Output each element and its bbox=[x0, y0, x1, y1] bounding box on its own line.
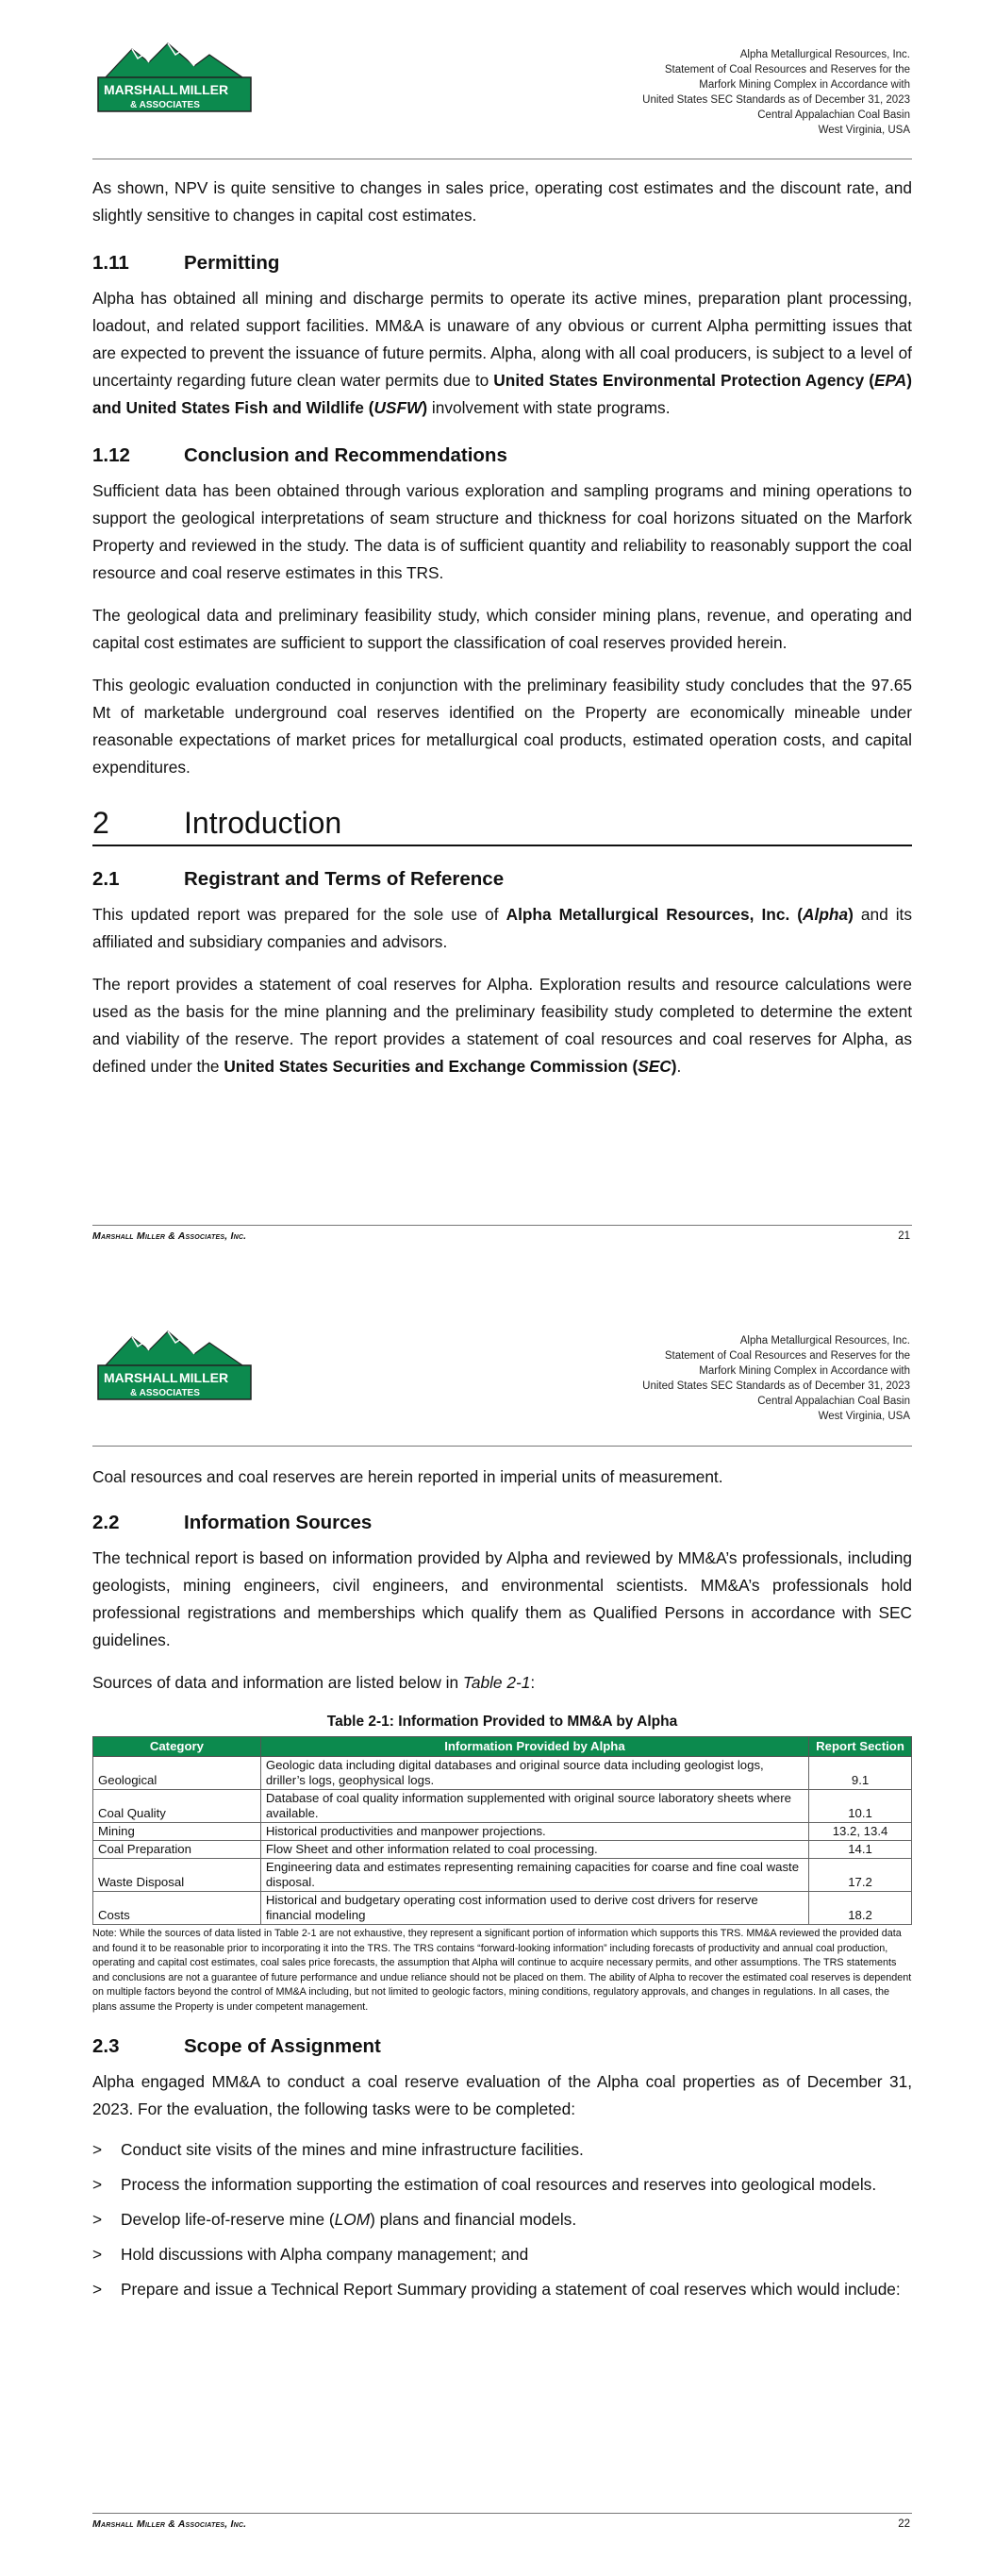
table-row bbox=[93, 1790, 912, 1823]
table-header-row bbox=[93, 1737, 912, 1757]
footer-firm: Marshall Miller & Associates, Inc. bbox=[92, 1230, 247, 1242]
bullet-icon: > bbox=[92, 2174, 103, 2194]
list-item: > Hold discussions with Alpha company management; and bbox=[92, 2241, 912, 2268]
footer-divider bbox=[92, 2513, 912, 2514]
table-cell: Mining bbox=[93, 1823, 261, 1841]
bullet-icon: > bbox=[92, 2209, 103, 2229]
footer-divider bbox=[92, 1225, 912, 1226]
scope-paragraph: Alpha engaged MM&A to conduct a coal reserve evaluation of the Alpha coal properties as of December 31, 2023. For the evaluation, the following tasks were to be completed: bbox=[92, 2071, 912, 2118]
section-heading: 1.12 Conclusion and Recommendations bbox=[92, 444, 507, 466]
column-header: Report Section bbox=[809, 1737, 912, 1757]
table-cell: Historical productivities and manpower projections. bbox=[260, 1823, 808, 1841]
page-number: 21 bbox=[898, 1230, 910, 1242]
task-list bbox=[92, 2136, 912, 2303]
table-cell: Database of coal quality information supplemented with original source laboratory sheets where available. bbox=[260, 1790, 808, 1823]
page-number: 22 bbox=[898, 2518, 910, 2530]
marshall-miller-logo bbox=[94, 1330, 255, 1401]
svg-text:MARSHALL: MARSHALL bbox=[104, 82, 178, 97]
header-line: Marfork Mining Complex in Accordance with bbox=[699, 1365, 910, 1377]
table-caption: Table 2-1: Information Provided to MM&A by Alpha bbox=[326, 1714, 678, 1730]
registrant-paragraph: This updated report was prepared for the sole use of Alpha Metallurgical Resources, Inc. (Alpha) and its affiliated and subsidiary companies and advisors. bbox=[92, 905, 912, 951]
table-cell: Geologic data including digital databases and original source data including geologist logs, driller’s logs, geophysical logs. bbox=[260, 1757, 808, 1790]
header-line: United States SEC Standards as of December 31, 2023 bbox=[642, 94, 910, 106]
table-cell: Costs bbox=[93, 1892, 261, 1925]
table-row bbox=[93, 1823, 912, 1841]
bullet-icon: > bbox=[92, 2139, 103, 2159]
table-cell: Waste Disposal bbox=[93, 1859, 261, 1892]
header-company: Alpha Metallurgical Resources, Inc. bbox=[739, 1335, 910, 1347]
marshall-miller-logo bbox=[94, 42, 255, 113]
table-row bbox=[93, 1892, 912, 1925]
svg-text:MILLER: MILLER bbox=[179, 82, 229, 97]
table-row bbox=[93, 1841, 912, 1859]
bullet-icon: > bbox=[92, 2244, 103, 2264]
table-cell: 10.1 bbox=[809, 1790, 912, 1823]
section-heading: 2.3 Scope of Assignment bbox=[92, 2034, 381, 2057]
list-item: > Prepare and issue a Technical Report Summary providing a statement of coal reserves which would include: bbox=[92, 2276, 912, 2303]
intro-paragraph: Coal resources and coal reserves are herein reported in imperial units of measurement. bbox=[92, 1467, 723, 1486]
section-heading: 2.1 Registrant and Terms of Reference bbox=[92, 868, 505, 890]
column-header: Information Provided by Alpha bbox=[260, 1737, 808, 1757]
list-item: > Conduct site visits of the mines and mine infrastructure facilities. bbox=[92, 2136, 912, 2164]
information-table bbox=[92, 1736, 912, 1925]
registrant-paragraph: The report provides a statement of coal reserves for Alpha. Exploration results and resource calculations were used as the basis for the mine planning and the preliminary feasibility study completed to determine the extent and viability of the reserve. The report provides a statement of coal resources and coal reserves for Alpha, as defined under the United States Securities and Exchange Commission (SEC). bbox=[92, 975, 912, 1076]
footer-firm: Marshall Miller & Associates, Inc. bbox=[92, 2518, 247, 2530]
header-line: Statement of Coal Resources and Reserves for the bbox=[664, 64, 910, 75]
table-cell: Historical and budgetary operating cost information used to derive cost drivers for reserve financial modeling bbox=[260, 1892, 808, 1925]
table-cell: Coal Preparation bbox=[93, 1841, 261, 1859]
header-line: West Virginia, USA bbox=[818, 125, 910, 136]
table-cell: 17.2 bbox=[809, 1859, 912, 1892]
table-row bbox=[93, 1757, 912, 1790]
page-22 bbox=[0, 1288, 995, 2576]
svg-text:& ASSOCIATES: & ASSOCIATES bbox=[130, 100, 200, 110]
column-header: Category bbox=[93, 1737, 261, 1757]
intro-paragraph: As shown, NPV is quite sensitive to changes in sales price, operating cost estimates and the discount rate, and slightly sensitive to changes in capital cost estimates. bbox=[92, 178, 912, 225]
header-line: United States SEC Standards as of December 31, 2023 bbox=[642, 1380, 910, 1392]
table-note: Note: While the sources of data listed in Table 2-1 are not exhaustive, they represent a significant portion of information which supports this TRS. MM&A reviewed the provided data and found it to be reasonable prior to incorporating it into the TRS. The TRS contains “forward-looking information” including forecasts of productivity and annual coal production, operating and capital cost estimates, coal sales price forecasts, the assumption that Alpha will continue to acquire necessary permits, and other assumptions. The TRS statements and conclusions are not a guarantee of future performance and undue reliance should not be placed on them. The ability of Alpha to recover the estimated coal reserves is dependent on multiple factors beyond the control of MM&A including, but not limited to geologic factors, mining conditions, regulatory approvals, and changes in regulations. In all cases, the plans assume the Property is under competent management. bbox=[92, 1928, 912, 2013]
sources-paragraph: The technical report is based on information provided by Alpha and reviewed by MM&A’s professionals, including geologists, mining engineers, civil engineers, and environmental scientists. MM&A’s professionals hold professional registrations and memberships which qualify them as Qualified Persons in accordance with SEC guidelines. bbox=[92, 1548, 912, 1649]
table-cell: 13.2, 13.4 bbox=[809, 1823, 912, 1841]
conclusion-paragraph: This geologic evaluation conducted in conjunction with the preliminary feasibility study concludes that the 97.65 Mt of marketable underground coal reserves identified on the Property are economically mineable under reasonable expectations of market prices for metallurgical coal products, estimated operation costs, and capital expenditures. bbox=[92, 676, 912, 777]
svg-text:MARSHALL: MARSHALL bbox=[104, 1370, 178, 1385]
section-heading: 1.11 Permitting bbox=[92, 252, 280, 274]
header-line: Statement of Coal Resources and Reserves for the bbox=[664, 1350, 910, 1362]
list-item: > Develop life-of-reserve mine (LOM) plans and financial models. bbox=[92, 2206, 912, 2233]
table-cell: Flow Sheet and other information related to coal processing. bbox=[260, 1841, 808, 1859]
table-cell: Engineering data and estimates representing remaining capacities for coarse and fine coal waste disposal. bbox=[260, 1859, 808, 1892]
list-item: > Process the information supporting the estimation of coal resources and reserves into geological models. bbox=[92, 2171, 912, 2199]
table-cell: 14.1 bbox=[809, 1841, 912, 1859]
header-company: Alpha Metallurgical Resources, Inc. bbox=[739, 49, 910, 60]
table-row bbox=[93, 1859, 912, 1892]
header-divider bbox=[92, 1446, 912, 1447]
page-header bbox=[642, 1333, 910, 1424]
conclusion-paragraph: The geological data and preliminary feasibility study, which consider mining plans, revenue, and operating and capital cost estimates are sufficient to support the classification of coal reserves provided herein. bbox=[92, 606, 912, 652]
page-header bbox=[642, 47, 910, 138]
svg-text:MILLER: MILLER bbox=[179, 1370, 229, 1385]
header-line: Marfork Mining Complex in Accordance with bbox=[699, 79, 910, 91]
header-line: Central Appalachian Coal Basin bbox=[757, 1396, 910, 1407]
chapter-heading: 2 Introduction bbox=[92, 801, 912, 846]
table-cell: Coal Quality bbox=[93, 1790, 261, 1823]
header-line: Central Appalachian Coal Basin bbox=[757, 109, 910, 121]
svg-text:& ASSOCIATES: & ASSOCIATES bbox=[130, 1388, 200, 1398]
table-cell: 9.1 bbox=[809, 1757, 912, 1790]
permitting-paragraph: Alpha has obtained all mining and discharge permits to operate its active mines, preparation plant processing, loadout, and related support facilities. MM&A is unaware of any obvious or current Alpha permitting issues that are expected to prevent the issuance of future permits. Alpha, along with all coal producers, is subject to a level of uncertainty regarding future clean water permits due to United States Environmental Protection Agency (EPA) and United States Fish and Wildlife (USFW) involvement with state programs. bbox=[92, 289, 912, 417]
section-heading: 2.2 Information Sources bbox=[92, 1512, 373, 1533]
bullet-icon: > bbox=[92, 2279, 103, 2299]
header-line: West Virginia, USA bbox=[818, 1411, 910, 1422]
sources-paragraph: Sources of data and information are listed below in Table 2-1: bbox=[92, 1673, 536, 1692]
table-cell: 18.2 bbox=[809, 1892, 912, 1925]
conclusion-paragraph: Sufficient data has been obtained through various exploration and sampling programs and mining operations to support the geological interpretations of seam structure and thickness for coal horizons situated on the Marfork Property and reviewed in the study. The data is of sufficient quantity and reliability to reasonably support the coal resource and coal reserve estimates in this TRS. bbox=[92, 481, 912, 582]
table-cell: Geological bbox=[93, 1757, 261, 1790]
